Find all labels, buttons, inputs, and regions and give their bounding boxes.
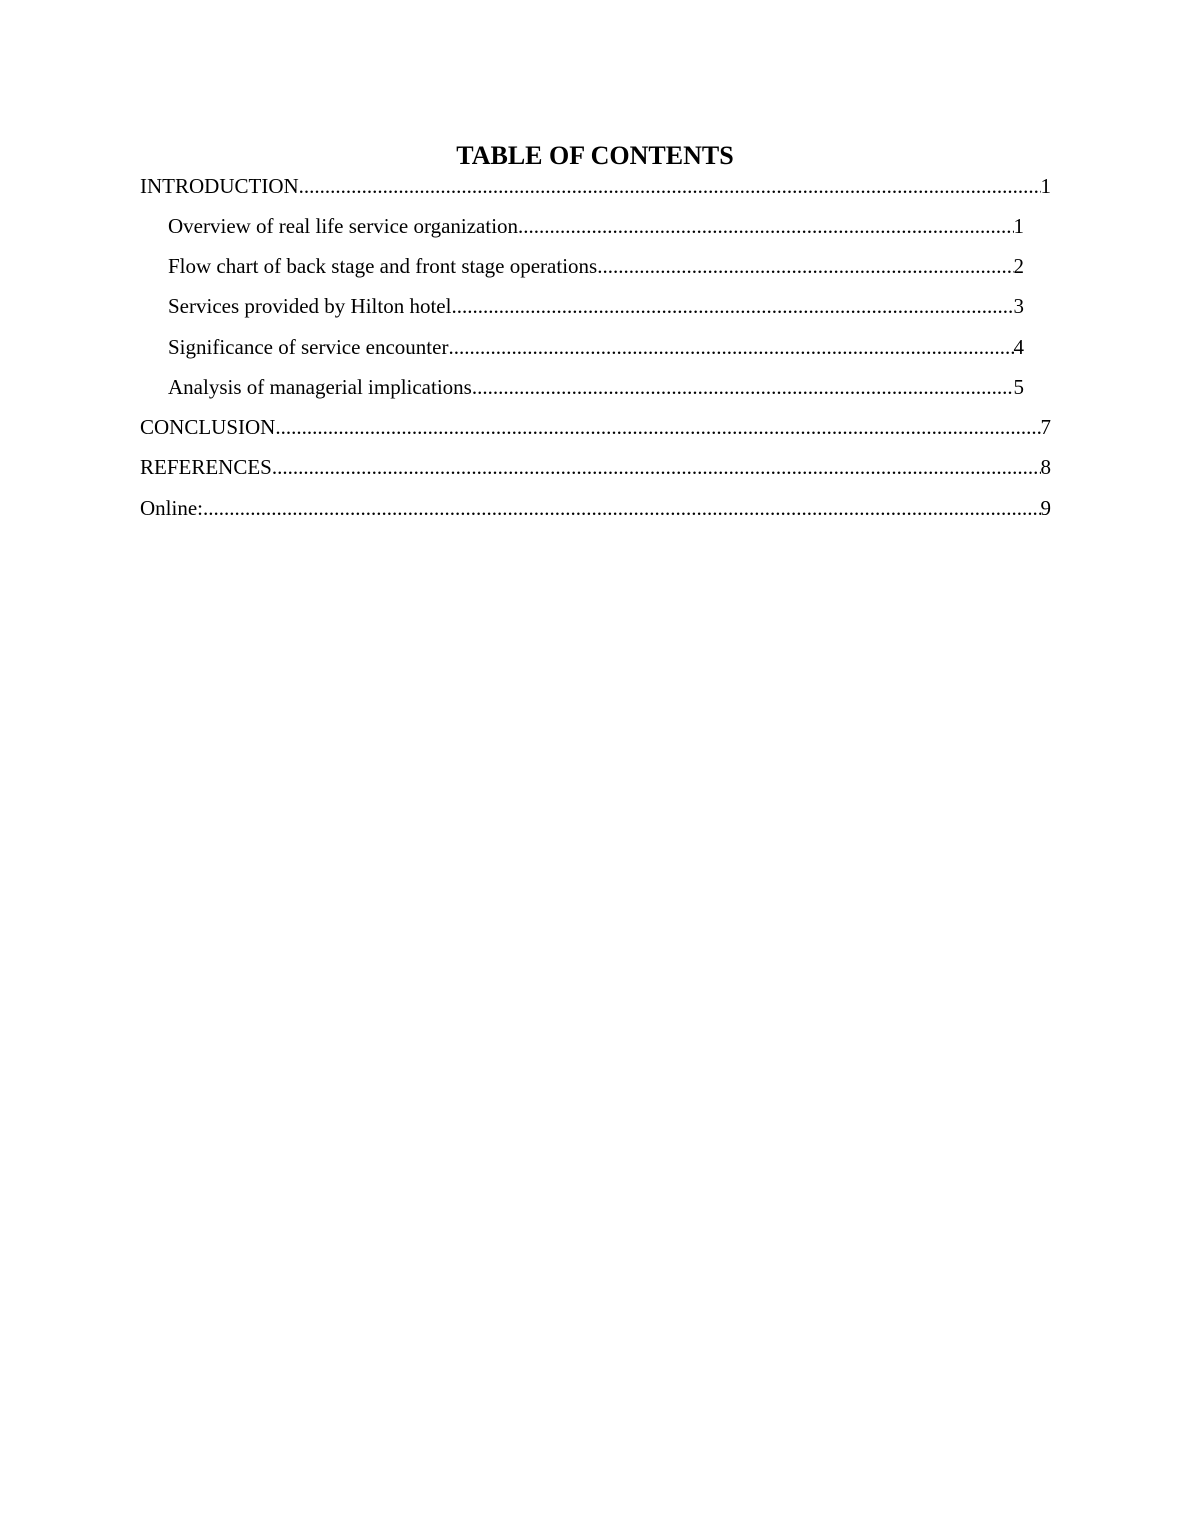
toc-entry-page: 3 [1013,294,1024,318]
toc-entry-services[interactable] [168,293,1024,319]
toc-entry-page: 4 [1013,335,1024,359]
toc-entry-text: Services provided by Hilton hotel [168,294,452,318]
toc-entry-text: Overview of real life service organization [168,214,519,238]
toc-leader-dots [275,414,1040,440]
toc-entry-text: Flow chart of back stage and front stage operations [168,254,598,278]
toc-entry-page: 1 [1013,214,1024,238]
toc-entry-text: Significance of service encounter [168,335,449,359]
toc-leader-dots [597,253,1013,279]
toc-entry-introduction[interactable] [140,173,1051,199]
toc-entry-text: Online: [140,496,203,520]
toc-entry-page: 1 [1040,174,1051,198]
toc-title: TABLE OF CONTENTS [456,141,734,170]
toc-entry-conclusion[interactable] [140,414,1051,440]
toc-entry-online[interactable] [140,495,1051,521]
toc-entry-page: 9 [1040,496,1051,520]
toc-entry-flow-chart[interactable] [168,253,1024,279]
toc-entry-text: Analysis of managerial implications [168,375,472,399]
toc-entry-analysis[interactable] [168,374,1024,400]
toc-entry-text: REFERENCES [140,455,272,479]
toc-leader-dots [272,454,1041,480]
toc-leader-dots [518,213,1013,239]
toc-leader-dots [448,334,1013,360]
toc-entry-page: 2 [1013,254,1024,278]
toc-leader-dots [299,173,1041,199]
toc-entry-references[interactable] [140,454,1051,480]
toc-entry-page: 8 [1040,455,1051,479]
toc-entry-page: 7 [1040,415,1051,439]
toc-entry-page: 5 [1013,375,1024,399]
toc-entry-text: INTRODUCTION [140,174,299,198]
toc-leader-dots [472,374,1014,400]
toc-entry-overview[interactable] [168,213,1024,239]
toc-leader-dots [203,495,1041,521]
toc-entry-text: CONCLUSION [140,415,276,439]
toc-leader-dots [451,293,1013,319]
toc-entry-significance[interactable] [168,334,1024,360]
